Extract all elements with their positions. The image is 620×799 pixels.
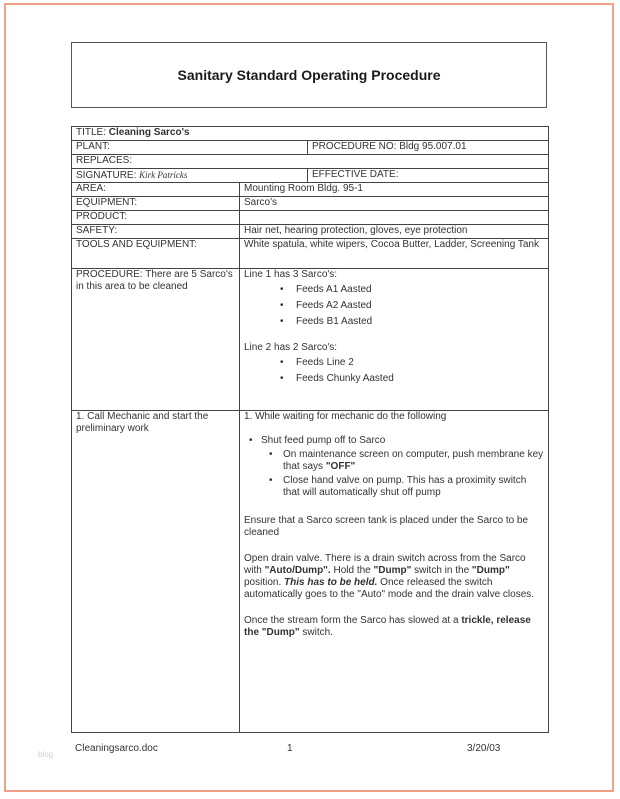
- para2-g: position.: [244, 577, 285, 588]
- step1-left: 1. Call Mechanic and start the preliminary work: [72, 411, 240, 733]
- footer-filename: Cleaningsarco.doc: [75, 743, 158, 754]
- sop-form-table: [71, 126, 549, 733]
- para2-h: This has to be held.: [284, 577, 378, 588]
- title-label: TITLE:: [76, 127, 107, 138]
- step1-right: [240, 411, 549, 733]
- para2-e: switch in the: [411, 565, 472, 576]
- step1-title: 1. While waiting for mechanic do the following: [244, 411, 447, 422]
- para3-b: trickle, release the "Dump": [244, 615, 531, 638]
- step1-sub-bullets: [261, 449, 544, 499]
- product-row: [72, 211, 549, 225]
- watermark: blog: [38, 750, 54, 759]
- list-item: • Feeds Chunky Aasted: [296, 371, 544, 387]
- title-value: Cleaning Sarco's: [108, 127, 190, 138]
- list-item: • Feeds A2 Aasted: [296, 298, 544, 314]
- product-label: PRODUCT:: [72, 211, 240, 225]
- list-item: [283, 449, 544, 473]
- area-label: AREA:: [72, 183, 240, 197]
- document-heading: Sanitary Standard Operating Procedure: [177, 67, 441, 83]
- para2-f: "Dump": [471, 565, 510, 576]
- list-item: • Feeds A1 Aasted: [296, 282, 544, 298]
- equipment-value: Sarco's: [240, 197, 549, 211]
- tools-row: [72, 239, 549, 269]
- page-footer: [71, 743, 548, 757]
- plant-row: [72, 141, 549, 155]
- title-box: [71, 42, 547, 108]
- line2-intro: Line 2 has 2 Sarco's:: [244, 342, 338, 353]
- plant-label: PLANT:: [72, 141, 308, 155]
- product-value: [240, 211, 549, 225]
- safety-label: SAFETY:: [72, 225, 240, 239]
- tools-label: TOOLS AND EQUIPMENT:: [72, 239, 240, 269]
- signature-label: SIGNATURE:: [76, 170, 137, 181]
- area-value: Mounting Room Bldg. 95-1: [240, 183, 549, 197]
- footer-date: 3/20/03: [467, 743, 501, 754]
- trickle-para: [244, 615, 544, 639]
- para2-c: Hold the: [330, 565, 374, 576]
- procedure-right: [240, 269, 549, 411]
- replaces-row: [72, 155, 549, 169]
- shut-pump-text: Shut feed pump off to Sarco: [261, 435, 386, 446]
- list-item: • Feeds Line 2: [296, 355, 544, 371]
- signature-row: [72, 169, 549, 183]
- signature-value: Kirk Patricks: [139, 170, 188, 180]
- para2-a: Open drain valve. There is a drain switch across from the Sarco with: [244, 553, 526, 576]
- list-item: [261, 435, 544, 499]
- procedure-row: [72, 269, 549, 411]
- effective-date-label: EFFECTIVE DATE:: [308, 169, 549, 183]
- para2-b: "Auto/Dump".: [264, 565, 331, 576]
- para3-a: Once the stream form the Sarco has slowed at a: [244, 615, 462, 626]
- drain-valve-para: [244, 553, 544, 601]
- step1-bullets: [244, 435, 544, 499]
- replaces-label: REPLACES:: [72, 155, 549, 169]
- para2-d: "Dump": [373, 565, 412, 576]
- equipment-label: EQUIPMENT:: [72, 197, 240, 211]
- procedure-left: PROCEDURE: There are 5 Sarco's in this area to be cleaned: [72, 269, 240, 411]
- list-item: • Close hand valve on pump. This has a proximity switch that will automatically shut off pump: [283, 475, 544, 499]
- safety-row: [72, 225, 549, 239]
- screen-tank-para: Ensure that a Sarco screen tank is placed under the Sarco to be cleaned: [244, 515, 529, 538]
- sub1-bold: "OFF": [325, 461, 356, 472]
- title-row: [72, 127, 549, 141]
- line1-list: [244, 282, 544, 330]
- safety-value: Hair net, hearing protection, gloves, eye protection: [240, 225, 549, 239]
- footer-page-number: 1: [287, 743, 293, 754]
- line2-list: [244, 355, 544, 387]
- step1-row: [72, 411, 549, 733]
- list-item: • Feeds B1 Aasted: [296, 314, 544, 330]
- tools-value: White spatula, white wipers, Cocoa Butter, Ladder, Screening Tank: [240, 239, 549, 269]
- para3-c: switch.: [299, 627, 333, 638]
- area-row: [72, 183, 549, 197]
- line1-intro: Line 1 has 3 Sarco's:: [244, 269, 338, 280]
- para2-i: Once released the switch automatically goes to the "Auto" mode and the drain valve closes.: [244, 577, 535, 600]
- procedure-number: PROCEDURE NO: Bldg 95.007.01: [308, 141, 549, 155]
- equipment-row: [72, 197, 549, 211]
- sub1-text: On maintenance screen on computer, push membrane key that says: [283, 449, 544, 472]
